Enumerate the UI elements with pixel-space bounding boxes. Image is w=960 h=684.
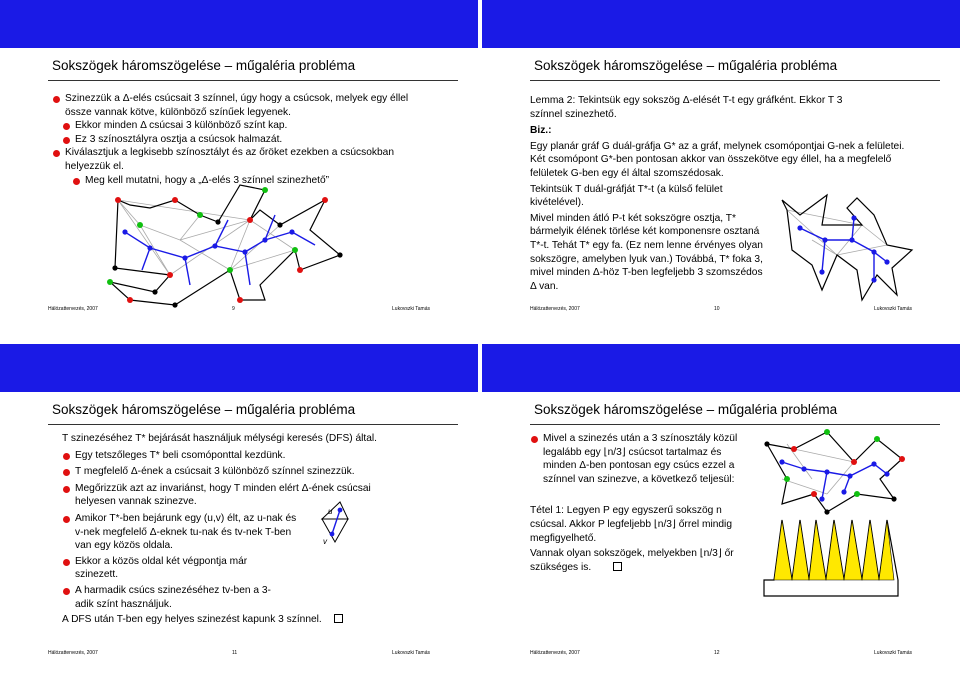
comb-polygons-figure [482,344,960,684]
bullet: Megőrizzük azt az invariánst, hogy T minden elért Δ-ének csúcsai helyesen vannak szinezve. [62,482,375,509]
slide-title: Sokszögek háromszögelése – műgaléria probléma [534,402,838,417]
bullet: Szinezzük a Δ-elés csúcsait 3 színnel, úgy hogy a csúcsok, melyek egy éllel össze vannak kötve, különböző színűek legyenek. [52,92,412,119]
page-number: 10 [714,306,720,312]
bullet: Ez 3 színosztályra osztja a csúcsok halmazát. [62,133,412,147]
footer-left: Hálózattervezés, 2007 [530,306,580,312]
page-number: 11 [232,650,238,656]
lemma: Lemma 2: Tekintsük egy sokszög Δ-elését T-t egy gráfként. Ekkor T 3 színnel szinezhető. [530,95,843,120]
slide-title: Sokszögek háromszögelése – műgaléria probléma [534,58,838,73]
dual-graph-figure [482,0,960,340]
u-label: u [328,507,333,516]
footer-right: Lukovszki Tamás [874,306,912,312]
paragraph: Egy planár gráf G duál-gráfja G* az a gráf, melynek csomópontjai G-nek a felületei. Két csomópont G*-ben pontosan akkor van összekötve egy éllel, ha a megfelelő felületek G-ben egy él által szomszédosak. [530,140,905,179]
slide-4 [482,344,960,684]
theorem: Tétel 1: Legyen P egy egyszerű sokszög n csúcsal. Akkor P legfeljebb ⌊n/3⌋ őrrel mindig megfigyelhető. [530,505,732,544]
footer-right: Lukovszki Tamás [392,650,430,656]
outro-label: A DFS után T-ben egy helyes szinezést kapunk 3 színnel. [62,614,322,626]
intro-text: T szinezéséhez T* bejárását használjuk mélységi keresés (DFS) által. [62,433,378,444]
tail-label: Vannak olyan sokszögek, melyekben ⌊n/3⌋ őr szükséges is. [530,548,734,573]
slide-3 [0,344,478,684]
bullet: Egy tetszőleges T* beli csomóponttal kezdünk. [62,449,422,463]
slide-title: Sokszögek háromszögelése – műgaléria probléma [52,402,356,417]
bullet: T megfelelő Δ-ének a csúcsait 3 különböző színnel szinezzük. [62,465,422,479]
proof-label: Biz.: [530,125,552,137]
v-label: v [323,537,327,546]
slide-1 [0,0,478,340]
footer-right: Lukovszki Tamás [874,650,912,656]
bullet: Ekkor minden Δ csúcsai 3 különböző színt kap. [62,119,412,133]
footer-left: Hálózattervezés, 2007 [530,650,580,656]
slide-2 [482,0,960,340]
bullet: A harmadik csúcs szinezéséhez tv-ben a 3-adik színt használjuk. [62,584,285,611]
edge-diagram [0,344,478,684]
bullet: Kiválasztjuk a legkisebb színosztályt és az őröket ezekben a csúcsokban helyezzük el. [52,146,412,173]
footer-left: Hálózattervezés, 2007 [48,306,98,312]
paragraph: Tekintsük T duál-gráfját T*-t (a külső felület kivételével). [530,183,723,209]
bullet: Amikor T*-ben bejárunk egy (u,v) élt, az u-nak és v-nek megfelelő Δ-eknek tu-nak és tv-nek T-ben van egy közös oldala. [62,512,300,553]
footer-left: Hálózattervezés, 2007 [48,650,98,656]
paragraph: Mivel minden átló P-t két sokszögre osztja, T* bármelyik élének törlése két komponensre osztaná T*-t. Tehát T* egy fa. (Ez nem lenne érvényes olyan sokszögre, amelyben lyuk van.) Továbbá, T* foka 3, mivel minden Δ-höz T-ben legfeljebb 3 szomszédos Δ van. [530,212,763,292]
bullet: Meg kell mutatni, hogy a „Δ-elés 3 színnel szinezhető” [72,174,412,188]
triangulated-polygon-figure [0,0,478,340]
footer-right: Lukovszki Tamás [392,306,430,312]
page-number: 9 [232,306,235,312]
bullet: Ekkor a közös oldal két végpontja már szinezett. [62,555,285,582]
bullet: Mivel a szinezés után a 3 színosztály közül legalább egy ⌊n/3⌋ csúcsot tartalmaz és minden Δ-ben pontosan egy csúcs ezzel a színnel van szinezve, a következő teljesül: [530,432,742,486]
slide-title: Sokszögek háromszögelése – műgaléria probléma [52,58,356,73]
page-number: 12 [714,650,720,656]
